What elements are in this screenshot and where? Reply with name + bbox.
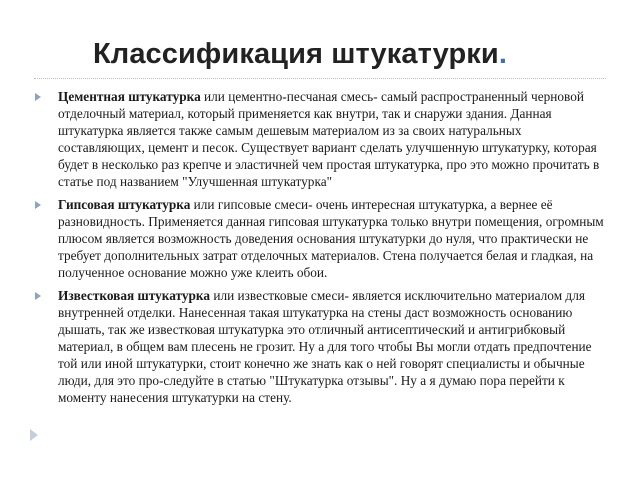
next-slide-arrow-icon[interactable] bbox=[30, 429, 38, 441]
bullet-term: Цементная штукатурка bbox=[58, 89, 201, 104]
bullet-arrow-icon bbox=[35, 292, 41, 300]
bullet-text: или известковые смеси- является исключительно материалом для внутренней отделки. Нанесенная такая штукатурка на стены даст возможность основанию дышать, так же известковая штукатурка это отличный антисептический и антигрибковый материал, в общем вам плесень не грозит. Ну а для того чтобы Вы могли отдать предпочтение той или иной штукатурки, стоит конечно же знать как о ней говорят специалисты и обычные люди, для это про-следуйте в статью "Штукатурка отзывы". Ну а я думаю пора перейти к моменту нанесения штукатурки на стену. bbox=[58, 288, 592, 405]
title-dot: . bbox=[498, 38, 507, 70]
slide-title-text: Классификация штукатурки bbox=[93, 38, 499, 70]
bullet-text: или гипсовые смеси- очень интересная штукатурка, а вернее её разновидность. Применяется данная гипсовая штукатурка только внутри помещения, огромным плюсом является возможность доведения основания штукатурки до нуля, что практически не требует дополнительных затрат отделочных материалов. Стена получается белая и гладкая, на полученное основание можно уже клеить обои. bbox=[58, 197, 604, 280]
bullet-arrow-icon bbox=[35, 201, 41, 209]
title-divider bbox=[34, 78, 606, 79]
bullet-term: Известковая штукатурка bbox=[58, 288, 211, 303]
bullet-item-cement bbox=[34, 88, 610, 190]
content-body bbox=[34, 88, 610, 412]
bullet-text: или цементно-песчаная смесь- самый распространенный черновой отделочный материал, который применяется как внутри, так и снаружи здания. Данная штукатурка является также самым дешевым материалом из за своих натуральных составляющих, цемент и песок. Существует вариант сделать улучшенную штукатурку, которая будет в несколько раз крепче и эластичней чем простая штукатурка, про это можно прочитать в статье под названием "Улучшенная штукатурка" bbox=[58, 89, 600, 189]
bullet-item-gypsum bbox=[34, 196, 610, 281]
bullet-term: Гипсовая штукатурка bbox=[58, 197, 191, 212]
bullet-item-lime bbox=[34, 287, 610, 406]
bullet-arrow-icon bbox=[35, 93, 41, 101]
slide-title bbox=[93, 38, 507, 71]
